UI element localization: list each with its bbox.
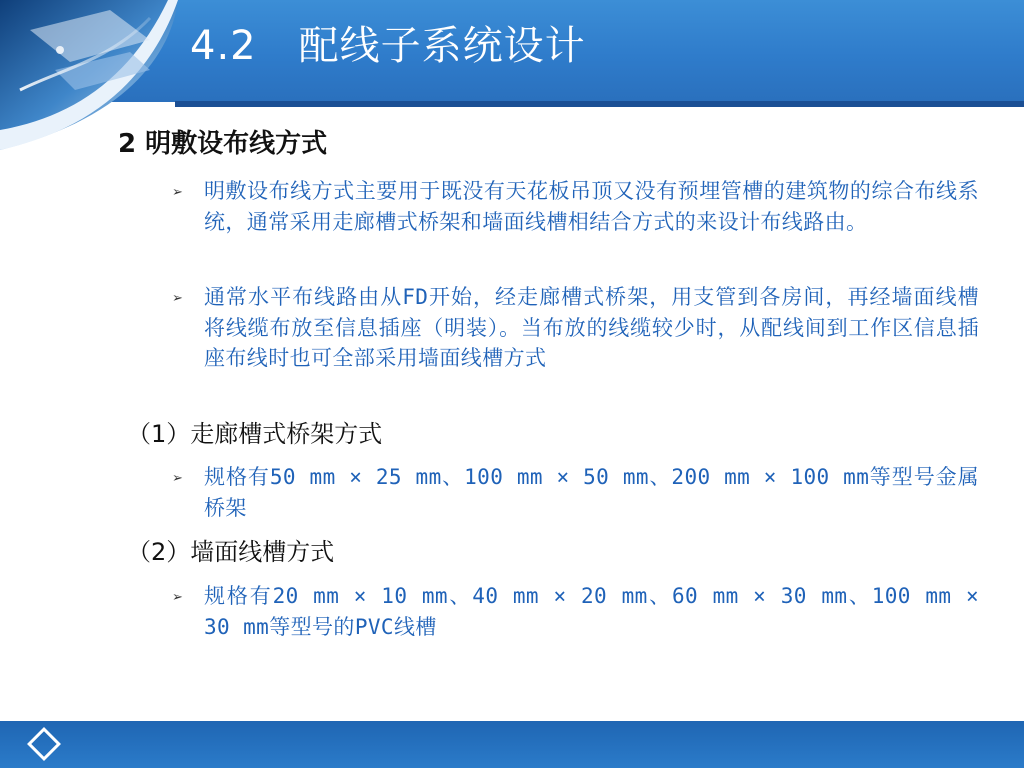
chevron-bullet-icon: ➢: [172, 291, 183, 306]
section-heading: 2 明敷设布线方式: [118, 129, 328, 159]
slide-title-number: 4.2: [190, 23, 257, 69]
footer-bar: [0, 721, 1024, 768]
slide-title-text: 配线子系统设计: [298, 23, 586, 69]
slide-title: [190, 16, 586, 76]
bullet-text: 规格有20 mm × 10 mm、40 mm × 20 mm、60 mm × 30 mm、100 mm × 30 mm等型号的PVC线槽: [204, 584, 979, 639]
bullet-text: 规格有50 mm × 25 mm、100 mm × 50 mm、200 mm × 100 mm等型号金属桥架: [204, 465, 979, 520]
bullet-text: 明敷设布线方式主要用于既没有天花板吊顶又没有预埋管槽的建筑物的综合布线系统，通常采用走廊槽式桥架和墙面线槽相结合方式的来设计布线路由。: [204, 179, 979, 234]
subsection-heading: （1）走廊槽式桥架方式: [127, 420, 383, 448]
bullet-text: 通常水平布线路由从FD开始，经走廊槽式桥架，用支管到各房间，再经墙面线槽将线缆布放至信息插座（明装）。当布放的线缆较少时，从配线间到工作区信息插座布线时也可全部采用墙面线槽方式: [204, 285, 979, 370]
chevron-bullet-icon: ➢: [172, 471, 183, 486]
chevron-bullet-icon: ➢: [172, 590, 183, 605]
chevron-bullet-icon: ➢: [172, 185, 183, 200]
subsection-heading: （2）墙面线槽方式: [127, 538, 335, 566]
title-divider: [175, 101, 1024, 107]
